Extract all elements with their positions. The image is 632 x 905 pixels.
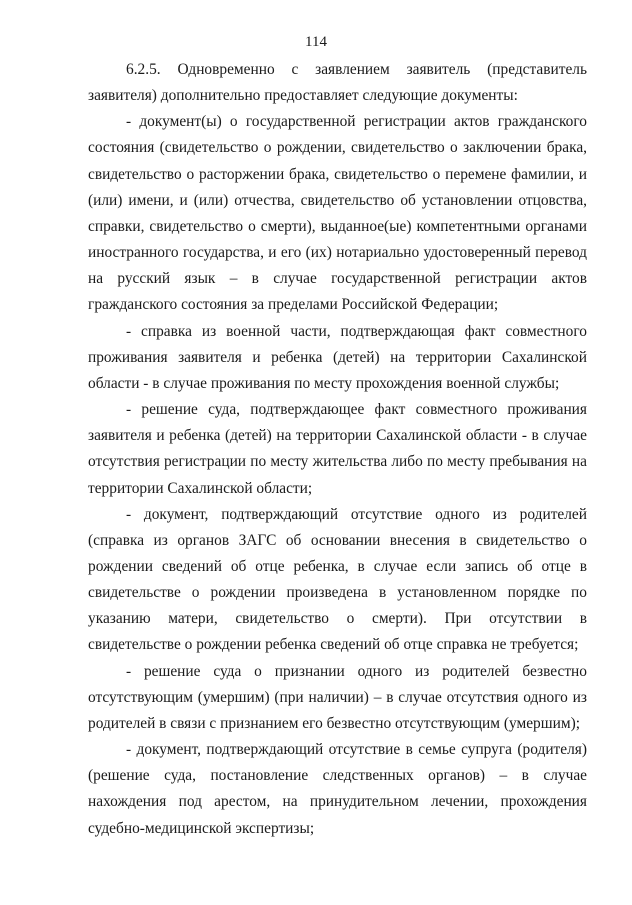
paragraph-civil-status-documents: - документ(ы) о государственной регистрации актов гражданского состояния (свидетельство о рождении, свидетельство о заключении брака, свидетельство о расторжении брака, свидетельство о перемене фамилии, и (или) имени, и (или) отчества, свидетельство об установлении отцовства, справки, свидетельство о смерти), выданное(ые) компетентными органами иностранного государства, и его (их) нотариально удостоверенный перевод на русский язык – в случае государственной регистрации актов гражданского состояния за пределами Российской Федерации;	[88, 113, 587, 314]
paragraph-intro: 6.2.5. Одновременно с заявлением заявитель (представитель заявителя) дополнительно предоставляет следующие документы:	[88, 61, 587, 105]
paragraph-military-unit-certificate: - справка из военной части, подтверждающая факт совместного проживания заявителя и ребенка (детей) на территории Сахалинской области - в случае проживания по месту прохождения военной службы;	[88, 322, 587, 392]
paragraph-missing-parent-decision: - решение суда о признании одного из родителей безвестно отсутствующим (умершим) (при наличии) – в случае отсутствия одного из родителей в связи с признанием его безвестно отсутствующим (умершим);	[88, 662, 587, 732]
document-body	[88, 57, 587, 842]
paragraph-court-decision-cohabitation: - решение суда, подтверждающее факт совместного проживания заявителя и ребенка (детей) на территории Сахалинской области - в случае отсутствия регистрации по месту жительства либо по месту пребывания на территории Сахалинской области;	[88, 401, 587, 497]
paragraph-absent-spouse-document: - документ, подтверждающий отсутствие в семье супруга (родителя) (решение суда, постановление следственных органов) – в случае нахождения под арестом, на принудительном лечении, прохождения судебно-медицинской экспертизы;	[88, 741, 587, 837]
page-number: 114	[305, 34, 327, 50]
paragraph-absent-parent-document: - документ, подтверждающий отсутствие одного из родителей (справка из органов ЗАГС об основании внесения в свидетельство о рождении сведений об отце ребенка, в случае если запись об отце в свидетельстве о рождении произведена в установленном порядке по указанию матери, свидетельство о смерти). При отсутствии в свидетельстве о рождении ребенка сведений об отце справка не требуется;	[88, 505, 587, 654]
